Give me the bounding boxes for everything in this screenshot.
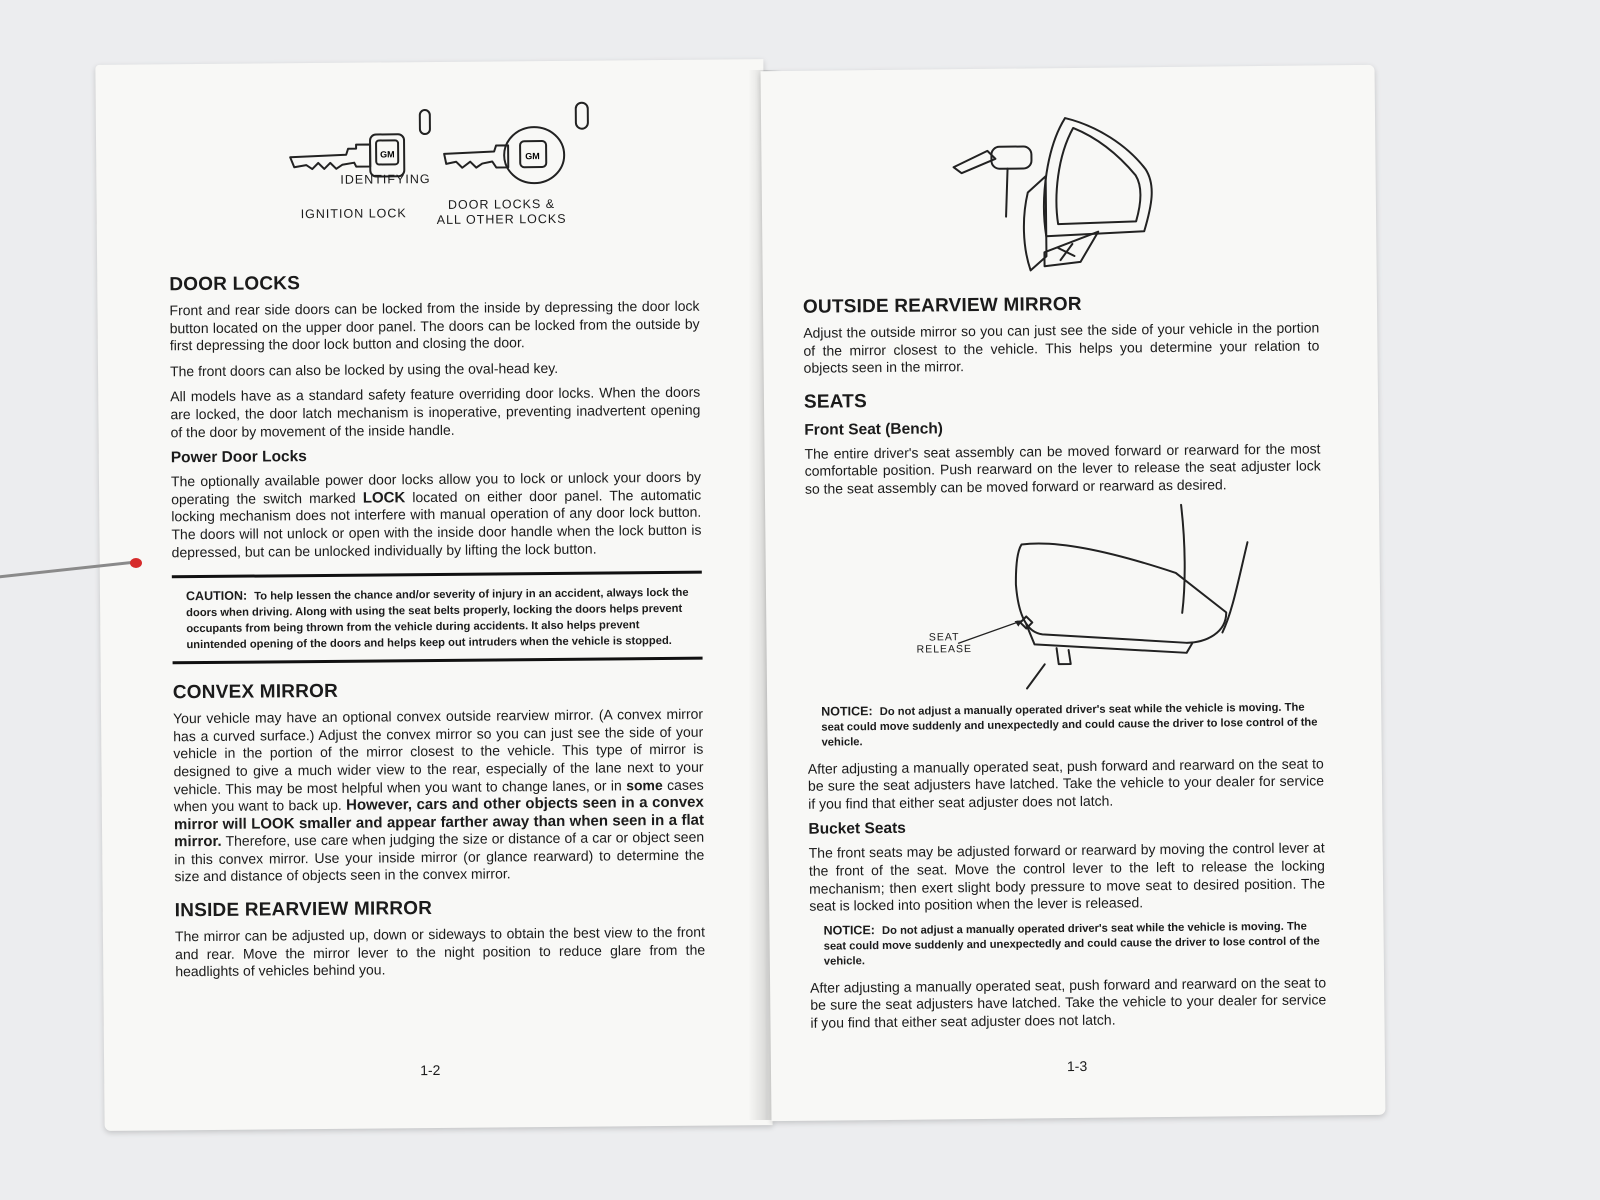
seats-heading: SEATS — [803, 390, 868, 413]
convex-mirror-paragraph — [173, 706, 705, 887]
key-caption-door-line2: ALL OTHER LOCKS — [436, 211, 567, 227]
keys-illustration — [286, 80, 617, 193]
right-page-content — [803, 291, 1327, 1040]
outside-mirror-heading: OUTSIDE REARVIEW MIRROR — [802, 293, 1082, 318]
seat-diagram-area — [805, 501, 1323, 696]
notice-text-2: Do not adjust a manually operated driver's seat while the vehicle is moving. The seat could move suddenly and unexpectedly and could cause the driver to lose control of the vehicle. — [823, 920, 1320, 968]
power-door-locks-paragraph — [171, 469, 702, 562]
power-locks-text-after: located on either door panel. The automatic locking mechanism does not interfere with manual operation of any door lock button. The doors will not unlock or open with the inside door handle when the lock button is depressed, but can be unlocked individually by lifting the lock button. — [171, 486, 702, 560]
page-number-left: 1-2 — [420, 1061, 441, 1079]
caution-text: To help lessen the chance and/or severity of injury in an accident, always lock the doors when driving. Along with using the seat belts properly, locking the doors helps prevent occupants from being thrown from the vehicle during accidents. It also helps prevent unintended opening of the doors and helps keep out intruders when the vehicle is stopped. — [186, 586, 689, 652]
caution-label: CAUTION: — [185, 588, 248, 604]
convex-text-before: Your vehicle may have an optional convex outside rearview mirror. (A convex mirror has a curved surface.) Adjust the convex mirror so you can just see the side of your vehicle in the portion of the mirror closest to the vehicle. This type of mirror is designed to give a much wider view to the rear, especially of the lane next to your vehicle. This may be most helpful when you want to change lanes, or in — [172, 705, 704, 797]
seat-release-label — [916, 631, 972, 656]
outside-mirror-paragraph: Adjust the outside mirror so you can just see the side of your vehicle in the portion of the mirror closest to the vehicle. This helps you determine your relation to objects seen in the mirror. — [803, 319, 1320, 376]
door-locks-heading: DOOR LOCKS — [169, 273, 301, 296]
door-locks-paragraph-1: Front and rear side doors can be locked from the inside by depressing the door lock button located on the upper door panel. The doors can be locked from the outside by first depressing the door lock button and closing the door. — [169, 297, 700, 354]
lock-switch-label: LOCK — [362, 488, 406, 507]
seat-release-line2: RELEASE — [916, 642, 973, 656]
convex-text-mid: cases when you want to back up. — [173, 776, 704, 815]
convex-warning-bold: However, cars and other objects seen in a convex mirror will LOOK smaller and appear farther away than when seen in a flat mirror. — [173, 793, 705, 851]
left-page — [95, 59, 772, 1131]
notice-front-seat — [821, 699, 1323, 750]
pin-pointer — [0, 556, 150, 586]
outside-mirror-illustration — [947, 105, 1169, 277]
notice-text: Do not adjust a manually operated driver's seat while the vehicle is moving. The seat could move suddenly and unexpectedly and could cause the driver to lose control of the vehicle. — [821, 701, 1318, 749]
after-adjusting-paragraph-2: After adjusting a manually operated seat, push forward and rearward on the seat to be sure the seat adjusters have latched. Take the vehicle to your dealer for service if you find that either seat adjuster does not latch. — [810, 974, 1327, 1031]
convex-mirror-heading: CONVEX MIRROR — [172, 680, 339, 704]
front-seat-heading: Front Seat (Bench) — [804, 420, 944, 439]
key-caption-door-line1: DOOR LOCKS & — [447, 196, 556, 212]
notice-bucket-seat — [823, 918, 1325, 969]
svg-text:GM: GM — [525, 151, 540, 162]
inside-mirror-paragraph: The mirror can be adjusted up, down or sideways to obtain the best view to the front and rear. Move the mirror lever to the night position to reduce glare from the headlights of vehicles behind you. — [174, 923, 706, 980]
inside-mirror-heading: INSIDE REARVIEW MIRROR — [174, 898, 433, 922]
bucket-seats-heading: Bucket Seats — [808, 820, 906, 839]
svg-text:GM: GM — [380, 149, 395, 160]
convex-text-after: Therefore, use care when judging the size or distance of a car or object seen in this convex mirror. Use your inside mirror (or glance rearward) to determine the size and distance of objects seen in the convex mirror. — [174, 828, 705, 885]
notice-label: NOTICE: — [821, 703, 873, 719]
bench-seat-illustration — [985, 502, 1257, 691]
power-locks-text-before: The optionally available power door locks allow you to lock or unlock your doors by operating the switch marked — [170, 468, 702, 508]
page-number-right: 1-3 — [1066, 1057, 1088, 1075]
ignition-key-icon — [290, 110, 431, 177]
door-locks-paragraph-3: All models have as a standard safety feature overriding door locks. When the doors are locked, the door latch mechanism is inoperative, preventing inadvertent opening of the door by movement of the inside handle. — [170, 384, 701, 440]
door-locks-paragraph-2: The front doors can also be locked by using the oval-head key. — [169, 359, 559, 380]
key-caption-door-locks — [437, 197, 567, 228]
front-seat-paragraph: The entire driver's seat assembly can be moved forward or rearward for the most comfortable position. Push rearward on the lever to release the seat adjuster lock so the seat assembly can be moved forward or rearward as desired. — [804, 440, 1321, 497]
after-adjusting-paragraph: After adjusting a manually operated seat, push forward and rearward on the seat to be sure the seat adjusters have latched. Take the vehicle to your dealer for service if you find that either seat adjuster does not latch. — [807, 754, 1325, 812]
key-caption-ignition: IGNITION LOCK — [300, 206, 407, 222]
left-page-content — [169, 270, 705, 989]
caution-box — [172, 571, 703, 665]
seat-release-line1: SEAT — [928, 630, 960, 644]
right-page — [761, 65, 1386, 1121]
door-key-icon — [444, 103, 589, 184]
key-caption-identifying: IDENTIFYING — [340, 172, 431, 187]
convex-text-some: some — [626, 776, 663, 793]
power-door-locks-heading: Power Door Locks — [170, 448, 307, 467]
bucket-seats-paragraph: The front seats may be adjusted forward or rearward by moving the control lever at the front of the seat. Move the control lever to the left to release the locking mechanism; then exert slight body pressure to move seat to desired position. The seat is locked into position when the lever is released. — [808, 839, 1326, 914]
notice-label-2: NOTICE: — [823, 922, 875, 938]
